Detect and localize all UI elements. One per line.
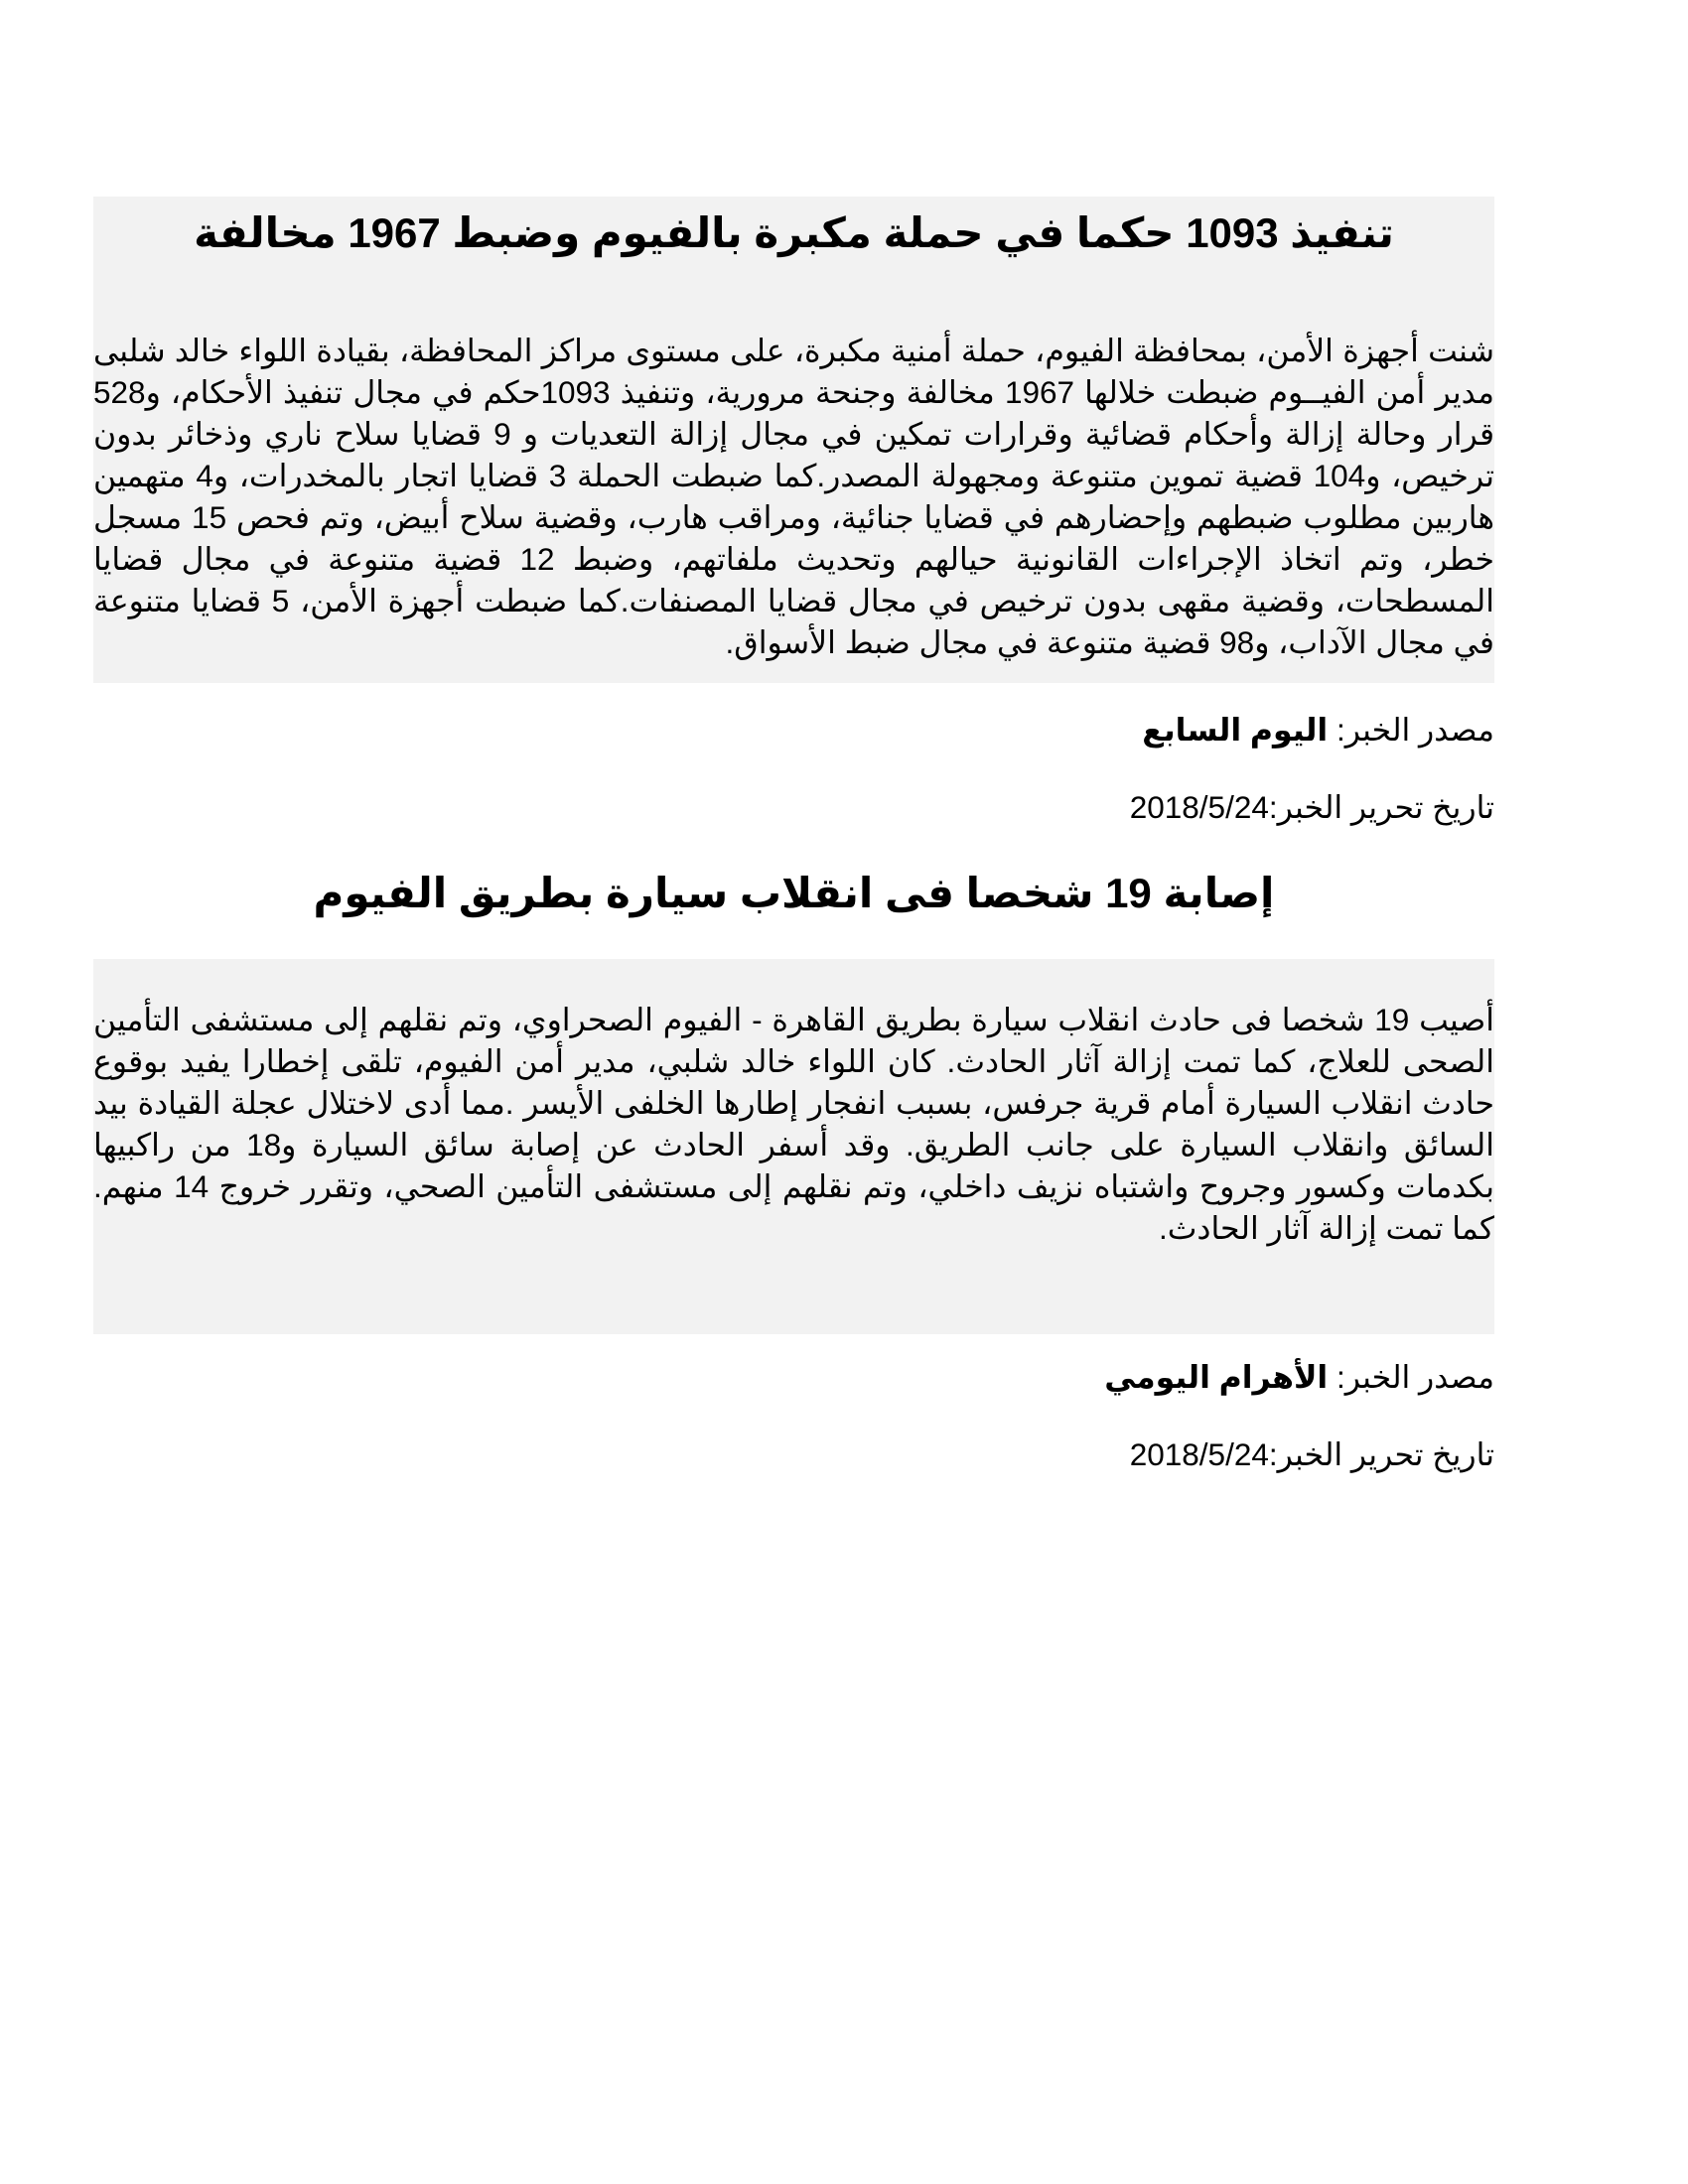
source-value: اليوم السابع <box>1142 712 1329 748</box>
article-2-source <box>93 1356 1494 1398</box>
article-1-body-wrap <box>93 330 1494 663</box>
date-label: تاريخ تحرير الخبر: <box>1268 789 1494 825</box>
article-2-body-wrap <box>93 999 1494 1249</box>
date-value: 2018/5/24 <box>1129 789 1269 825</box>
article-2-title: إصابة 19 شخصا فى انقلاب سيارة بطريق الفيوم <box>313 870 1275 916</box>
article-2-date <box>93 1433 1494 1475</box>
article-1-date <box>93 786 1494 828</box>
source-value: الأهرام اليومي <box>1104 1359 1329 1395</box>
article-2-body: أصيب 19 شخصا فى حادث انقلاب سيارة بطريق القاهرة - الفيوم الصحراوي، وتم نقلهم إلى مستشفى التأمين الصحى للعلاج، كما تمت إزالة آثار الحادث. كان اللواء خالد شلبي، مدير أمن الفيوم، تلقى إخطارا يفيد بوقوع حادث انقلاب السيارة أمام قرية جرفس، بسبب انفجار إطارها الخلفى الأيسر .مما أدى لاختلال عجلة القيادة بيد السائق وانقلاب السيارة على جانب الطريق. وقد أسفر الحادث عن إصابة سائق السيارة و18 من راكبيها بكدمات وكسور وجروح واشتباه نزيف داخلي، وتم نقلهم إلى مستشفى التأمين الصحي، وتقرر خروج 14 منهم. كما تمت إزالة آثار الحادث. <box>93 1002 1495 1246</box>
article-1-source <box>93 709 1494 751</box>
date-value: 2018/5/24 <box>1129 1436 1269 1472</box>
article-1-title: تنفيذ 1093 حكما في حملة مكبرة بالفيوم وضبط 1967 مخالفة <box>194 209 1394 256</box>
date-label: تاريخ تحرير الخبر: <box>1268 1436 1494 1472</box>
article-1-body: شنت أجهزة الأمن، بمحافظة الفيوم، حملة أمنية مكبرة، على مستوى مراكز المحافظة، بقيادة اللواء خالد شلبى مدير أمن الفيــوم ضبطت خلالها 1967 مخالفة وجنحة مرورية، وتنفيذ 1093حكم في مجال تنفيذ الأحكام، و528 قرار وحالة إزالة وأحكام قضائية وقرارات تمكين في مجال إزالة التعديات و 9 قضايا سلاح ناري وذخائر بدون ترخيص، و104 قضية تموين متنوعة ومجهولة المصدر.كما ضبطت الحملة 3 قضايا اتجار بالمخدرات، و4 متهمين هاربين مطلوب ضبطهم وإحضارهم في قضايا جنائية، ومراقب هارب، وقضية سلاح أبيض، وتم فحص 15 مسجل خطر، وتم اتخاذ الإجراءات القانونية حيالهم وتحديث ملفاتهم، وضبط 12 قضية متنوعة في مجال قضايا المسطحات، وقضية مقهى بدون ترخيص في مجال قضايا المصنفات.كما ضبطت أجهزة الأمن، 5 قضايا متنوعة في مجال الآداب، و98 قضية متنوعة في مجال ضبط الأسواق. <box>93 333 1494 660</box>
source-label: مصدر الخبر: <box>1328 1359 1494 1395</box>
source-label: مصدر الخبر: <box>1328 712 1494 748</box>
